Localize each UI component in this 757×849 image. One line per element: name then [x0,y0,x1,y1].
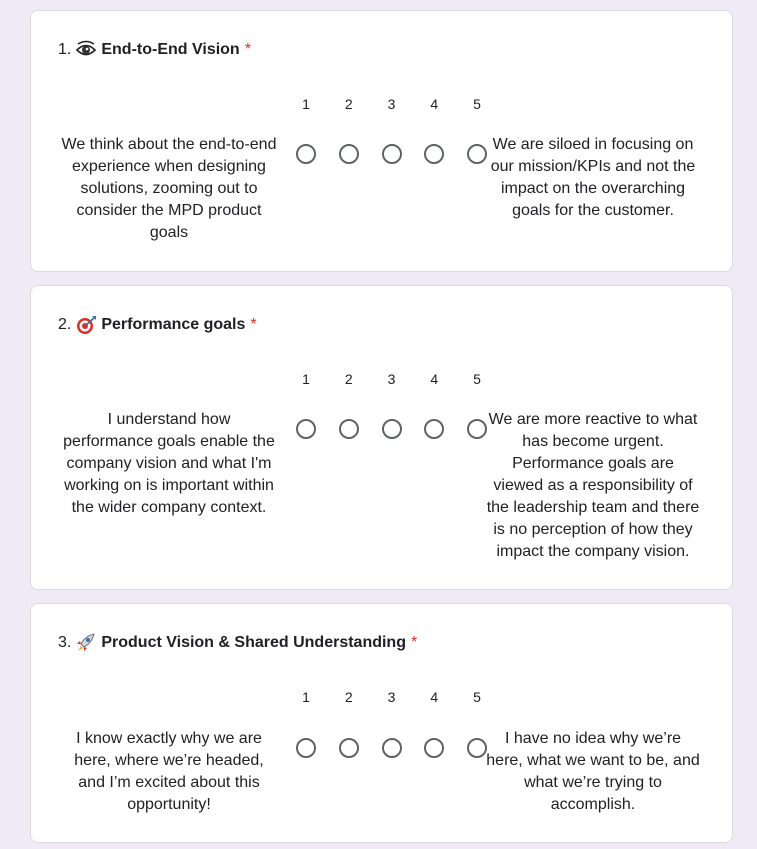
radio-option-1[interactable] [296,419,316,439]
question-card-2 [30,285,733,590]
question-card-1 [30,10,733,272]
scale-number: 5 [473,689,481,705]
radio-option-5[interactable] [467,738,487,758]
radio-group [294,738,489,758]
scale-number: 2 [344,371,353,387]
scale-number: 3 [387,96,396,112]
target-dart-icon [75,315,97,335]
scale-number: 2 [344,96,353,112]
scale-number: 4 [430,371,439,387]
question-number: 1. [58,41,72,58]
radio-option-3[interactable] [382,144,402,164]
scale-left-label: We think about the end-to-end experience when designing solutions, zooming out to consider the MPD product goals [61,136,277,241]
scale-number: 4 [430,96,439,112]
scale-number: 3 [387,689,396,705]
radio-group [294,419,489,439]
radio-option-1[interactable] [296,144,316,164]
required-asterisk: * [410,634,418,651]
eye-icon [75,40,97,60]
scale-number: 5 [473,371,481,387]
radio-option-2[interactable] [339,144,359,164]
radio-option-1[interactable] [296,738,316,758]
question-text: Product Vision & Shared Understanding [101,634,406,651]
radio-option-3[interactable] [382,738,402,758]
required-asterisk: * [250,316,257,333]
scale-number: 1 [302,689,310,705]
question-text: End-to-End Vision [101,41,240,58]
scale-number: 5 [473,96,481,112]
radio-option-2[interactable] [339,738,359,758]
scale-numbers [294,371,489,387]
question-title [58,39,251,61]
scale-right-label: We are siloed in focusing on our mission/KPIs and not the impact on the overarching goals for the customer. [490,136,696,219]
question-title [58,632,417,654]
radio-option-4[interactable] [424,419,444,439]
question-number: 3. [58,634,72,651]
question-number: 2. [58,316,72,333]
radio-option-5[interactable] [467,419,487,439]
scale-right-label: I have no idea why we’re here, what we want to be, and what we’re trying to accomplish. [486,730,700,813]
question-title [58,314,257,336]
scale-numbers [294,689,489,705]
scale-number: 2 [344,689,353,705]
radio-option-4[interactable] [424,144,444,164]
scale-left-label: I understand how performance goals enable the company vision and what I'm working on is important within the wider company context. [63,411,275,516]
radio-option-2[interactable] [339,419,359,439]
rocket-icon [75,633,97,653]
radio-group [294,144,489,164]
scale-numbers [294,96,489,112]
radio-option-3[interactable] [382,419,402,439]
required-asterisk: * [244,41,251,58]
radio-option-5[interactable] [467,144,487,164]
scale-number: 1 [302,96,310,112]
scale-number: 3 [387,371,396,387]
radio-option-4[interactable] [424,738,444,758]
scale-number: 4 [430,689,439,705]
question-card-3 [30,603,733,843]
scale-right-label: We are more reactive to what has become urgent. Performance goals are viewed as a responsibility of the leadership team and there is no perception of how they impact the company vision. [486,411,700,560]
question-text: Performance goals [101,316,246,333]
scale-left-label: I know exactly why we are here, where we’re headed, and I’m excited about this opportunity! [74,730,264,813]
scale-number: 1 [302,371,310,387]
